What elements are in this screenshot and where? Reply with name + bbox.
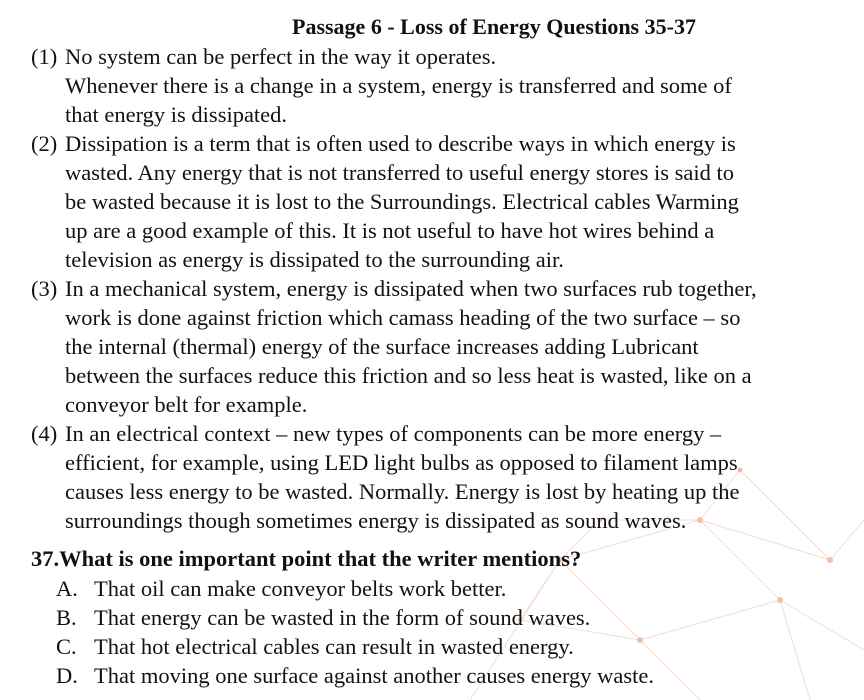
option-text: That moving one surface against another causes energy waste.	[94, 663, 655, 688]
paragraph-2	[31, 129, 851, 274]
option-text: That oil can make conveyor belts work better.	[94, 576, 507, 601]
answer-option-c[interactable]	[56, 632, 574, 661]
answer-option-d[interactable]	[56, 661, 654, 690]
option-letter: B.	[56, 605, 77, 630]
option-letter: C.	[56, 634, 77, 659]
paragraph-line: television as energy is dissipated to the surrounding air.	[65, 247, 564, 272]
paragraph-line: causes less energy to be wasted. Normally. Energy is lost by heating up the	[65, 479, 740, 504]
paragraph-line: surroundings though sometimes energy is dissipated as sound waves.	[65, 508, 687, 533]
paragraph-number: (3)	[31, 276, 58, 301]
paragraph-line: between the surfaces reduce this friction and so less heat is wasted, like on a	[65, 363, 752, 388]
question-37: 37.What is one important point that the writer mentions?	[31, 546, 582, 571]
paragraph-line: wasted. Any energy that is not transferred to useful energy stores is said to	[65, 160, 735, 185]
answer-option-b[interactable]	[56, 603, 590, 632]
paragraph-number: (1)	[31, 44, 58, 69]
paragraph-line: In an electrical context – new types of components can be more energy –	[65, 421, 722, 446]
option-text: That energy can be wasted in the form of sound waves.	[94, 605, 591, 630]
paragraph-1	[31, 42, 851, 129]
paragraph-line: No system can be perfect in the way it operates.	[65, 44, 497, 69]
option-text: That hot electrical cables can result in wasted energy.	[94, 634, 574, 659]
paragraph-line: Whenever there is a change in a system, energy is transferred and some of	[65, 73, 732, 98]
paragraph-line: work is done against friction which camass heading of the two surface – so	[65, 305, 741, 330]
paragraph-line: up are a good example of this. It is not useful to have hot wires behind a	[65, 218, 715, 243]
paragraph-line: In a mechanical system, energy is dissipated when two surfaces rub together,	[65, 276, 757, 301]
paragraph-3	[31, 274, 851, 419]
answer-option-a[interactable]	[56, 574, 506, 603]
paragraph-4	[31, 419, 851, 535]
paragraph-number: (2)	[31, 131, 58, 156]
paragraph-line: conveyor belt for example.	[65, 392, 308, 417]
paragraph-line: efficient, for example, using LED light bulbs as opposed to filament lamps	[65, 450, 738, 475]
paragraph-line: Dissipation is a term that is often used to describe ways in which energy is	[65, 131, 736, 156]
option-letter: A.	[56, 576, 78, 601]
paragraph-line: the internal (thermal) energy of the surface increases adding Lubricant	[65, 334, 699, 359]
option-letter: D.	[56, 663, 78, 688]
paragraph-number: (4)	[31, 421, 58, 446]
paragraph-line: be wasted because it is lost to the Surroundings. Electrical cables Warming	[65, 189, 739, 214]
paragraph-line: that energy is dissipated.	[65, 102, 288, 127]
page-title: Passage 6 - Loss of Energy Questions 35-37	[292, 14, 696, 39]
